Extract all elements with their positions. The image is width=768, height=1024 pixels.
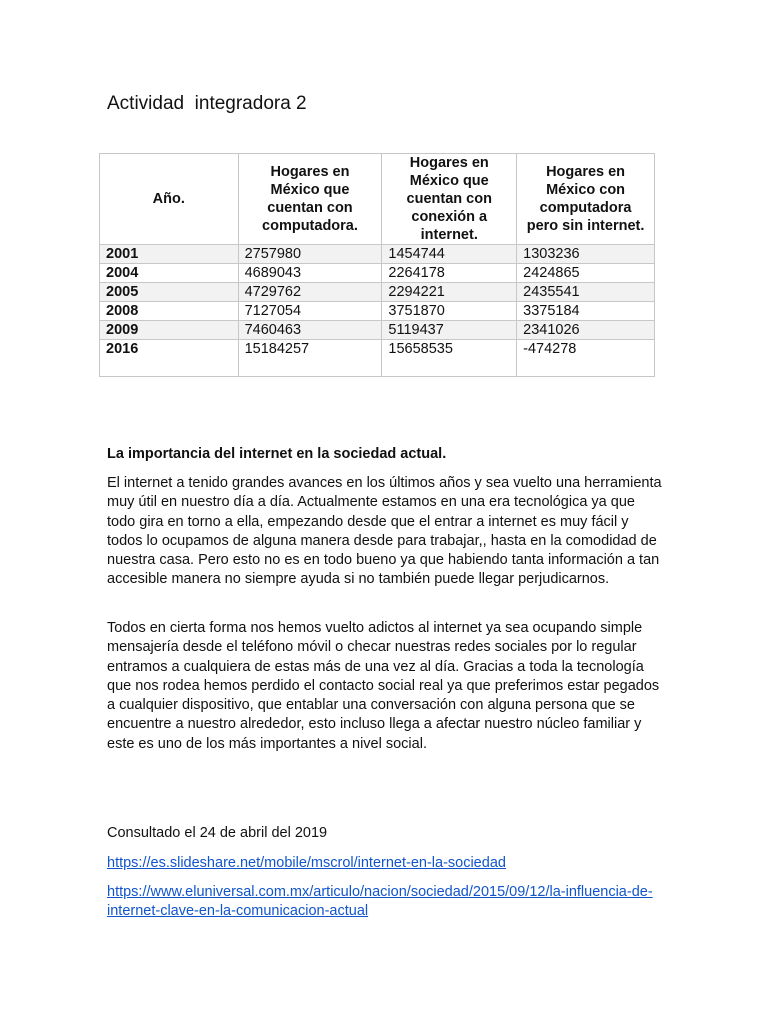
paragraph-1: El internet a tenido grandes avances en los últimos años y sea vuelto una herramienta muy útil en nuestro día a día. Actualmente estamos en una era tecnológica ya que todo gira en torno a ella, empezando desde que el entrar a internet es muy fácil y todos lo ocupamos de alguna manera desde para trabajar,, hasta en la comodidad de nuestra casa. Pero esto no es en todo bueno ya que habiendo tanta información a tan accesible manera no siempre ayuda si no también puede llegar perjudicarnos. xyxy=(107,475,662,588)
table-cell: 1454744 xyxy=(382,245,517,264)
table-row xyxy=(100,340,655,377)
consulted-date: Consultado el 24 de abril del 2019 xyxy=(107,825,328,841)
table-cell: 15184257 xyxy=(238,340,382,377)
year-cell: 2008 xyxy=(100,302,239,321)
table-row xyxy=(100,321,655,340)
table-cell: 2294221 xyxy=(382,283,517,302)
year-cell: 2004 xyxy=(100,264,239,283)
table-cell: 4689043 xyxy=(238,264,382,283)
year-cell: 2009 xyxy=(100,321,239,340)
header-with-internet: Hogares en México que cuentan con conexión a internet. xyxy=(382,154,517,245)
table-cell: 2757980 xyxy=(238,245,382,264)
households-table xyxy=(99,153,655,377)
table-cell: -474278 xyxy=(517,340,655,377)
year-cell: 2005 xyxy=(100,283,239,302)
table-cell: 2435541 xyxy=(517,283,655,302)
table-cell: 7127054 xyxy=(238,302,382,321)
table-cell: 2424865 xyxy=(517,264,655,283)
header-with-computer: Hogares en México que cuentan con computadora. xyxy=(238,154,382,245)
table-row xyxy=(100,302,655,321)
year-cell: 2016 xyxy=(100,340,239,377)
document-title: Actividad integradora 2 xyxy=(107,93,307,114)
table-cell: 1303236 xyxy=(517,245,655,264)
section-heading: La importancia del internet en la sociedad actual. xyxy=(107,446,447,462)
table-cell: 3751870 xyxy=(382,302,517,321)
table-cell: 2264178 xyxy=(382,264,517,283)
table-cell: 15658535 xyxy=(382,340,517,377)
header-computer-no-internet: Hogares en México con computadora pero sin internet. xyxy=(517,154,655,245)
table-row xyxy=(100,245,655,264)
table-cell: 2341026 xyxy=(517,321,655,340)
table-cell: 5119437 xyxy=(382,321,517,340)
table-row xyxy=(100,264,655,283)
source-link-eluniversal[interactable]: https://www.eluniversal.com.mx/articulo/nacion/sociedad/2015/09/12/la-influencia-de-internet-clave-en-la-comunicacion-actual xyxy=(107,884,653,920)
table-cell: 7460463 xyxy=(238,321,382,340)
year-cell: 2001 xyxy=(100,245,239,264)
table-cell: 3375184 xyxy=(517,302,655,321)
paragraph-2: Todos en cierta forma nos hemos vuelto adictos al internet ya sea ocupando simple mensajería desde el teléfono móvil o checar nuestras redes sociales por lo regular entramos a cualquiera de estas más de una vez al día. Gracias a toda la tecnología que nos rodea hemos perdido el contacto social real ya que preferimos estar pegados a cualquier dispositivo, que entablar una conversación con alguna persona que se encuentre a nuestro alrededor, esto incluso llega a afectar nuestro núcleo familiar y este es uno de los más importantes a nivel social. xyxy=(107,620,660,752)
table-header-row xyxy=(100,154,655,245)
header-year: Año. xyxy=(100,154,239,245)
table-cell: 4729762 xyxy=(238,283,382,302)
table-row xyxy=(100,283,655,302)
source-link-slideshare[interactable]: https://es.slideshare.net/mobile/mscrol/internet-en-la-sociedad xyxy=(107,855,506,871)
